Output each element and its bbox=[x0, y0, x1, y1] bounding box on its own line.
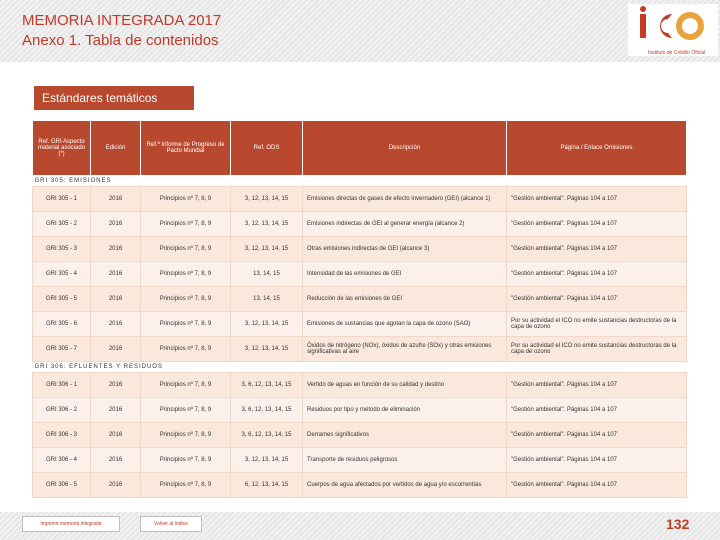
cell-pagina: "Gestión ambiental". Páginas 104 a 107 bbox=[507, 262, 687, 287]
cell-pagina: "Gestión ambiental". Páginas 104 a 107 bbox=[507, 448, 687, 473]
cell-gri: GRI 305 - 1 bbox=[33, 187, 91, 212]
cell-pacto: Principios nº 7, 8, 9 bbox=[141, 287, 231, 312]
cell-gri: GRI 305 - 5 bbox=[33, 287, 91, 312]
logo-subtitle: Instituto de Crédito Oficial bbox=[648, 50, 706, 56]
table-header-row bbox=[33, 121, 687, 176]
cell-pagina: "Gestión ambiental". Páginas 104 a 107 bbox=[507, 187, 687, 212]
cell-pacto: Principios nº 7, 8, 9 bbox=[141, 423, 231, 448]
cell-pagina: "Gestión ambiental". Páginas 104 a 107 bbox=[507, 287, 687, 312]
cell-edicion: 2016 bbox=[91, 398, 141, 423]
cell-pagina: "Gestión ambiental". Páginas 104 a 107 bbox=[507, 212, 687, 237]
group-label: GRI 305: EMISIONES bbox=[33, 176, 687, 187]
cell-descripcion: Emisiones indirectas de GEI al generar energía (alcance 2) bbox=[303, 212, 507, 237]
cell-pacto: Principios nº 7, 8, 9 bbox=[141, 187, 231, 212]
table-row bbox=[33, 448, 687, 473]
cell-pagina: Por su actividad el ICO no emite sustancias destructoras de la capa de ozono bbox=[507, 337, 687, 362]
cell-ods: 13, 14, 15 bbox=[231, 262, 303, 287]
cell-pacto: Principios nº 7, 8, 9 bbox=[141, 262, 231, 287]
cell-edicion: 2016 bbox=[91, 312, 141, 337]
contents-table-wrapper bbox=[32, 120, 686, 498]
cell-gri: GRI 306 - 5 bbox=[33, 473, 91, 498]
cell-pacto: Principios nº 7, 8, 9 bbox=[141, 473, 231, 498]
header-bar bbox=[0, 0, 720, 62]
cell-ods: 3, 12, 13, 14, 15 bbox=[231, 212, 303, 237]
ico-logo-icon bbox=[628, 4, 718, 56]
header-descripcion: Descripción bbox=[303, 121, 507, 176]
group-label: GRI 306: EFLUENTES Y RESIDUOS bbox=[33, 362, 687, 373]
table-row bbox=[33, 398, 687, 423]
cell-pacto: Principios nº 7, 8, 9 bbox=[141, 237, 231, 262]
cell-pagina: "Gestión ambiental". Páginas 104 a 107 bbox=[507, 373, 687, 398]
cell-gri: GRI 305 - 7 bbox=[33, 337, 91, 362]
cell-pacto: Principios nº 7, 8, 9 bbox=[141, 398, 231, 423]
cell-descripcion: Residuos por tipo y método de eliminación bbox=[303, 398, 507, 423]
cell-pacto: Principios nº 7, 8, 9 bbox=[141, 312, 231, 337]
table-row bbox=[33, 312, 687, 337]
cell-descripcion: Emisiones directas de gases de efecto invernadero (GEI) (alcance 1) bbox=[303, 187, 507, 212]
cell-ods: 3, 12, 13, 14, 15 bbox=[231, 337, 303, 362]
table-row bbox=[33, 373, 687, 398]
cell-descripcion: Intensidad de las emisiones de GEI bbox=[303, 262, 507, 287]
cell-ods: 3, 12, 13, 14, 15 bbox=[231, 187, 303, 212]
cell-gri: GRI 305 - 2 bbox=[33, 212, 91, 237]
cell-ods: 3, 12, 13, 14, 15 bbox=[231, 312, 303, 337]
cell-descripcion: Vertido de aguas en función de su calidad y destino bbox=[303, 373, 507, 398]
cell-descripcion: Emisiones de sustancias que agotan la capa de ozono (SAO) bbox=[303, 312, 507, 337]
cell-gri: GRI 305 - 6 bbox=[33, 312, 91, 337]
cell-edicion: 2016 bbox=[91, 187, 141, 212]
table-row bbox=[33, 262, 687, 287]
cell-pagina: "Gestión ambiental". Páginas 104 a 107 bbox=[507, 398, 687, 423]
table-row bbox=[33, 212, 687, 237]
cell-edicion: 2016 bbox=[91, 212, 141, 237]
cell-descripcion: Derrames significativos bbox=[303, 423, 507, 448]
cell-edicion: 2016 bbox=[91, 473, 141, 498]
table-row bbox=[33, 337, 687, 362]
cell-descripcion: Transporte de residuos peligrosos bbox=[303, 448, 507, 473]
cell-edicion: 2016 bbox=[91, 448, 141, 473]
cell-ods: 3, 6, 12, 13, 14, 15 bbox=[231, 423, 303, 448]
page-number: 132 bbox=[666, 516, 690, 532]
document-title: MEMORIA INTEGRADA 2017 bbox=[22, 12, 222, 29]
cell-descripcion: Óxidos de nitrógeno (NOx), óxidos de azufre (SOx) y otras emisiones significativas al aire bbox=[303, 337, 507, 362]
cell-descripcion: Cuerpos de agua afectados por vertidos de agua y/o escorrentías bbox=[303, 473, 507, 498]
cell-pagina: "Gestión ambiental". Páginas 104 a 107 bbox=[507, 473, 687, 498]
table-group-row bbox=[33, 362, 687, 373]
cell-ods: 3, 12, 13, 14, 15 bbox=[231, 237, 303, 262]
table-row bbox=[33, 423, 687, 448]
cell-pacto: Principios nº 7, 8, 9 bbox=[141, 337, 231, 362]
cell-ods: 13, 14, 15 bbox=[231, 287, 303, 312]
cell-ods: 6, 12, 13, 14, 15 bbox=[231, 473, 303, 498]
cell-ods: 3, 12, 13, 14, 15 bbox=[231, 448, 303, 473]
cell-ods: 3, 6, 12, 13, 14, 15 bbox=[231, 398, 303, 423]
cell-descripcion: Reducción de las emisiones de GEI bbox=[303, 287, 507, 312]
header-pacto: Ref.ª Informe de Progreso de Pacto Mundial bbox=[141, 121, 231, 176]
cell-edicion: 2016 bbox=[91, 262, 141, 287]
table-row bbox=[33, 237, 687, 262]
cell-edicion: 2016 bbox=[91, 287, 141, 312]
cell-gri: GRI 306 - 3 bbox=[33, 423, 91, 448]
header-ods: Ref. ODS bbox=[231, 121, 303, 176]
contents-table bbox=[32, 120, 687, 498]
cell-edicion: 2016 bbox=[91, 373, 141, 398]
table-group-row bbox=[33, 176, 687, 187]
cell-pagina: Por su actividad el ICO no emite sustancias destructoras de la capa de ozono bbox=[507, 312, 687, 337]
cell-pacto: Principios nº 7, 8, 9 bbox=[141, 373, 231, 398]
header-gri: Ref. GRI Aspecto material asociado (*) bbox=[33, 121, 91, 176]
cell-pagina: "Gestión ambiental". Páginas 104 a 107 bbox=[507, 423, 687, 448]
print-report-button[interactable]: Imprimir memoria integrada bbox=[22, 516, 120, 532]
back-to-index-button[interactable]: Volver al índice bbox=[140, 516, 202, 532]
header-edicion: Edición bbox=[91, 121, 141, 176]
table-row bbox=[33, 473, 687, 498]
section-title: Estándares temáticos bbox=[34, 86, 194, 110]
document-subtitle: Anexo 1. Tabla de contenidos bbox=[22, 32, 219, 49]
cell-descripcion: Otras emisiones indirectas de GEI (alcance 3) bbox=[303, 237, 507, 262]
cell-pacto: Principios nº 7, 8, 9 bbox=[141, 212, 231, 237]
header-pagina: Página / Enlace Omisiones bbox=[507, 121, 687, 176]
cell-edicion: 2016 bbox=[91, 237, 141, 262]
table-row bbox=[33, 187, 687, 212]
table-row bbox=[33, 287, 687, 312]
cell-gri: GRI 305 - 3 bbox=[33, 237, 91, 262]
cell-gri: GRI 305 - 4 bbox=[33, 262, 91, 287]
cell-ods: 3, 6, 12, 13, 14, 15 bbox=[231, 373, 303, 398]
cell-pagina: "Gestión ambiental". Páginas 104 a 107 bbox=[507, 237, 687, 262]
cell-gri: GRI 306 - 2 bbox=[33, 398, 91, 423]
cell-edicion: 2016 bbox=[91, 423, 141, 448]
cell-gri: GRI 306 - 4 bbox=[33, 448, 91, 473]
cell-gri: GRI 306 - 1 bbox=[33, 373, 91, 398]
cell-edicion: 2016 bbox=[91, 337, 141, 362]
cell-pacto: Principios nº 7, 8, 9 bbox=[141, 448, 231, 473]
